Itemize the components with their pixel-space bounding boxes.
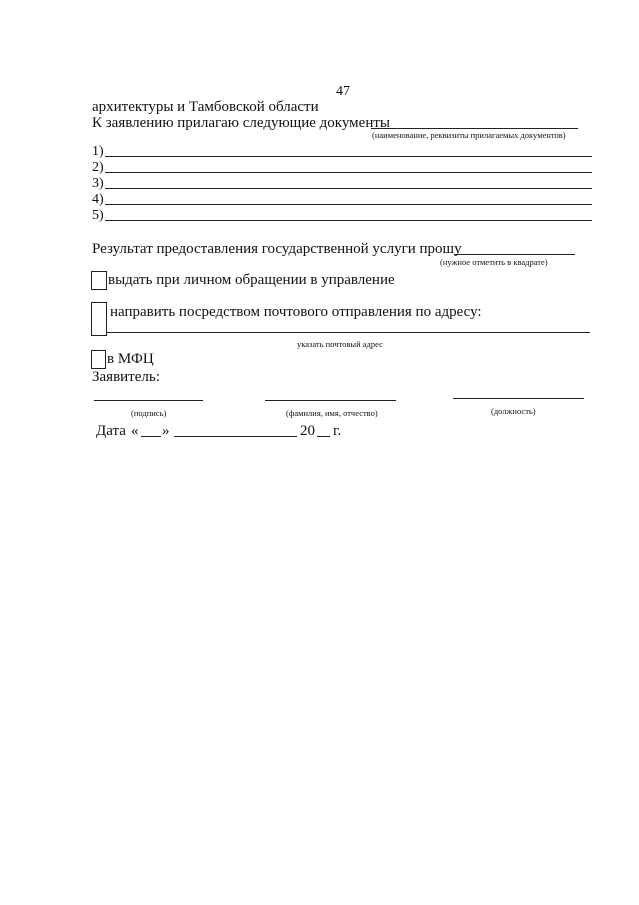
- signature-line[interactable]: [94, 400, 203, 401]
- attachments-heading-line[interactable]: [371, 128, 578, 129]
- result-heading-line[interactable]: [454, 254, 575, 255]
- attachments-hint: (наименование, реквизиты прилагаемых документов): [372, 130, 566, 140]
- attachment-item-5-label: 5): [92, 208, 104, 223]
- attachment-item-1-label: 1): [92, 144, 104, 159]
- address-hint: указать почтовый адрес: [297, 339, 383, 349]
- date-year-suffix: г.: [333, 423, 342, 439]
- attachment-item-2-line[interactable]: [105, 172, 592, 173]
- postal-address-line[interactable]: [107, 332, 590, 333]
- position-hint: (должность): [491, 406, 536, 416]
- date-year-prefix: 20: [300, 423, 315, 439]
- date-year-line[interactable]: [317, 436, 330, 437]
- attachment-item-5-line[interactable]: [105, 220, 592, 221]
- attachment-item-3-label: 3): [92, 176, 104, 191]
- date-label: Дата: [96, 423, 126, 439]
- date-close-quote: »: [162, 423, 170, 439]
- result-hint: (нужное отметить в квадрате): [440, 257, 548, 267]
- date-month-line[interactable]: [174, 436, 297, 437]
- option-in-person-checkbox[interactable]: [91, 271, 107, 290]
- attachment-item-2-label: 2): [92, 160, 104, 175]
- full-name-hint: (фамилия, имя, отчество): [286, 408, 378, 418]
- option-in-person-label: выдать при личном обращении в управление: [108, 272, 395, 288]
- attachments-heading: К заявлению прилагаю следующие документы: [92, 115, 390, 131]
- attachment-item-1-line[interactable]: [105, 156, 592, 157]
- continued-line: архитектуры и Тамбовской области: [92, 99, 319, 115]
- option-mfc-label: в МФЦ: [107, 351, 154, 367]
- option-post-label: направить посредством почтового отправления по адресу:: [110, 304, 482, 320]
- full-name-line[interactable]: [265, 400, 396, 401]
- position-line[interactable]: [453, 398, 584, 399]
- attachment-item-3-line[interactable]: [105, 188, 592, 189]
- date-open-quote: «: [131, 423, 139, 439]
- applicant-label: Заявитель:: [92, 369, 160, 385]
- date-day-line[interactable]: [141, 436, 161, 437]
- option-mfc-checkbox[interactable]: [91, 350, 106, 369]
- attachment-item-4-line[interactable]: [105, 204, 592, 205]
- attachment-item-4-label: 4): [92, 192, 104, 207]
- signature-hint: (подпись): [131, 408, 167, 418]
- option-post-checkbox[interactable]: [91, 302, 107, 336]
- result-heading: Результат предоставления государственной услуги прошу: [92, 241, 462, 257]
- page-number: 47: [336, 84, 350, 99]
